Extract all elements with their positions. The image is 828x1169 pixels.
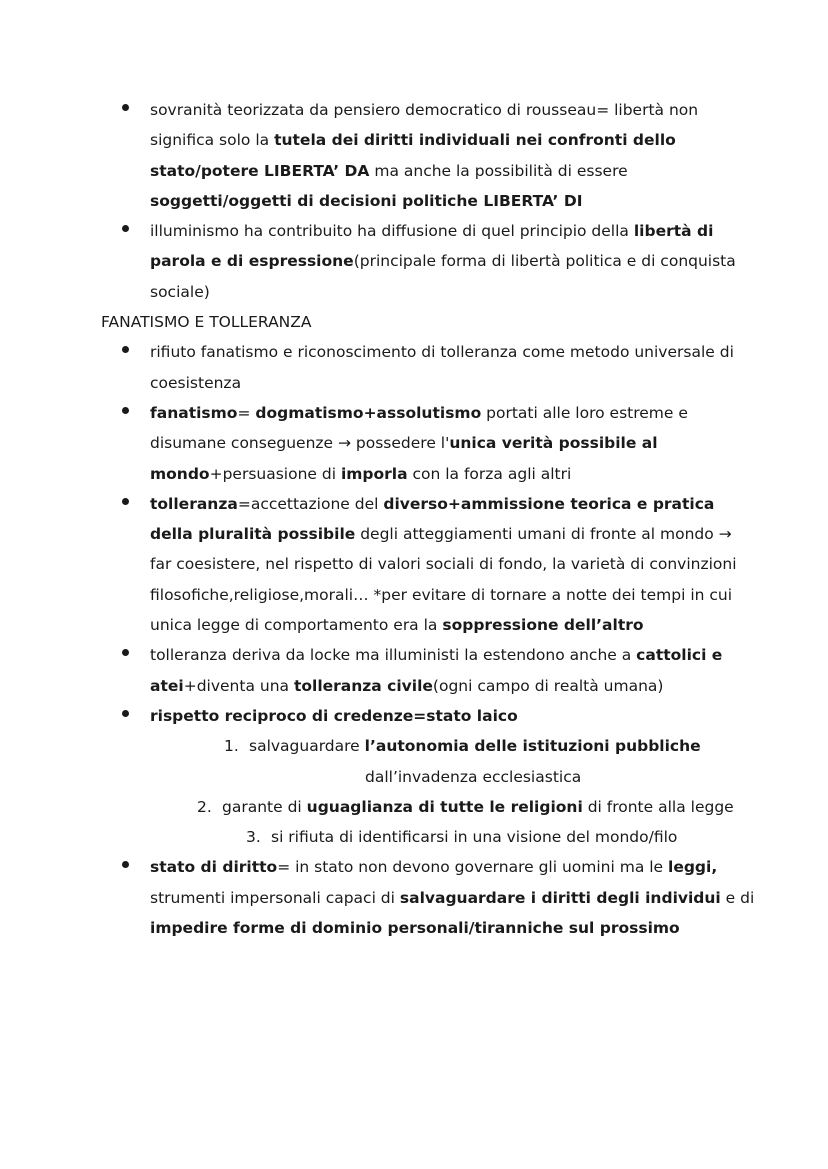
bold-text: soggetti/oggetti di decisioni politiche LIBERTA’ DI (150, 191, 583, 210)
text-line (365, 762, 581, 792)
bold-text: stato/potere LIBERTA’ DA (150, 161, 370, 180)
bullet-dot-icon (122, 710, 129, 717)
bullet-dot-icon (122, 225, 129, 232)
text-run: salvaguardare (249, 737, 365, 756)
text-run: e di (720, 888, 755, 907)
bold-text: della pluralità possibile (150, 525, 356, 544)
text-line (150, 580, 738, 610)
text-line (150, 428, 738, 458)
bold-text: parola e di espressione (150, 252, 354, 271)
text-run: degli atteggiamenti umani di fronte al mondo → (355, 525, 732, 544)
bold-text: fanatismo (150, 403, 238, 422)
text-run: illuminismo ha contribuito ha diffusione di quel principio della (150, 222, 634, 241)
text-run: significa solo la (150, 131, 275, 150)
text-line (150, 640, 738, 670)
text-run: disumane conseguenze → possedere l' (150, 434, 450, 453)
numbered-line (271, 822, 677, 852)
text-run: (ogni campo di realtà umana) (432, 676, 664, 695)
text-line (222, 792, 734, 822)
item-number: 2. (197, 797, 212, 816)
bold-text: cattolici e (636, 646, 723, 665)
numbered-line (249, 731, 701, 761)
bullet-dot-icon (122, 346, 129, 353)
text-run: =accettazione del (237, 494, 384, 513)
text-line (150, 549, 738, 579)
text-line (271, 822, 677, 852)
bullet-list-fanatismo (0, 337, 828, 731)
text-line (150, 671, 738, 701)
text-run: filosofiche,religiose,morali… *per evitare di tornare a notte dei tempi in cui (150, 585, 733, 604)
text-line (150, 459, 738, 489)
bold-text: dogmatismo+assolutismo (255, 403, 482, 422)
bold-text: tolleranza (150, 494, 238, 513)
bold-text: tolleranza civile (293, 676, 433, 695)
text-run: far coesistere, nel rispetto di valori sociali di fondo, la varietà di convinzioni (150, 555, 737, 574)
numbered-list (0, 731, 828, 852)
text-line (150, 398, 738, 428)
text-line (249, 731, 701, 761)
text-run: dall’invadenza ecclesiastica (365, 767, 582, 786)
text-line (150, 701, 738, 731)
bold-text: imporla (340, 464, 408, 483)
bold-text: stato di diritto (150, 858, 278, 877)
text-line (150, 519, 738, 549)
bullet-item (0, 489, 828, 640)
bold-text: l’autonomia delle istituzioni pubbliche (364, 737, 701, 756)
bold-text: leggi, (668, 858, 718, 877)
text-line (150, 368, 738, 398)
bullet-item (0, 95, 828, 216)
text-run: tolleranza deriva da locke ma illuministi la estendono anche a (150, 646, 637, 665)
bullet-item (0, 216, 828, 307)
bold-text: diverso+ammissione teorica e pratica (383, 494, 715, 513)
text-run: portati alle loro estreme e (481, 403, 688, 422)
bold-text: mondo (150, 464, 210, 483)
text-run: di fronte alla legge (582, 797, 734, 816)
text-line (150, 156, 738, 186)
bullet-dot-icon (122, 861, 129, 868)
item-number: 1. (224, 737, 239, 756)
bullet-dot-icon (122, 649, 129, 656)
item-number: 3. (246, 828, 261, 847)
bullet-dot-icon (122, 104, 129, 111)
text-line (150, 246, 738, 276)
text-run: sociale) (150, 282, 210, 301)
bullet-item (0, 640, 828, 701)
text-line (150, 277, 738, 307)
text-run: sovranità teorizzata da pensiero democratico di rousseau= libertà non (150, 101, 699, 119)
text-run: +diventa una (183, 676, 294, 695)
text-run: con la forza agli altri (407, 464, 572, 483)
text-run: coesistenza (150, 373, 242, 392)
bullet-item (0, 337, 828, 398)
bold-text: unica verità possibile al (449, 434, 658, 453)
text-line (150, 610, 738, 640)
bullet-list-liberta (0, 95, 828, 307)
bold-text: soppressione dell’altro (442, 616, 644, 635)
text-line (150, 95, 738, 125)
text-run: = (237, 403, 256, 422)
text-line (150, 489, 738, 519)
numbered-line (365, 762, 581, 792)
text-line (150, 913, 738, 943)
text-run: (principale forma di libertà politica e di conquista (353, 252, 736, 271)
text-run: unica legge di comportamento era la (150, 616, 443, 635)
bullet-dot-icon (122, 407, 129, 414)
bold-text: rispetto reciproco di credenze=stato laico (150, 706, 518, 725)
bullet-item (0, 398, 828, 489)
bold-text: tutela dei diritti individuali nei confronti dello (274, 131, 676, 150)
numbered-line (222, 792, 734, 822)
text-run: rifiuto fanatismo e riconoscimento di tolleranza come metodo universale di (150, 343, 734, 362)
text-run: si rifiuta di identificarsi in una visione del mondo/filo (271, 828, 678, 847)
text-line (150, 883, 755, 913)
bullet-list-stato-diritto (0, 852, 828, 943)
text-run: ma anche la possibilità di essere (369, 161, 628, 180)
text-line (150, 125, 738, 155)
bold-text: impedire forme di dominio personali/tiranniche sul prossimo (150, 919, 680, 938)
bold-text: salvaguardare i diritti degli individui (399, 888, 721, 907)
bullet-item (0, 852, 828, 943)
text-run: +persuasione di (209, 464, 341, 483)
document-body (0, 95, 828, 943)
text-run: = in stato non devono governare gli uomini ma le (277, 858, 669, 877)
text-run: garante di (222, 797, 307, 816)
bold-text: atei (150, 676, 184, 695)
section-heading: FANATISMO E TOLLERANZA (101, 313, 312, 332)
bullet-dot-icon (122, 498, 129, 505)
text-line (150, 852, 738, 882)
bold-text: libertà di (633, 222, 714, 241)
bullet-item (0, 701, 828, 731)
text-line (150, 186, 738, 216)
bold-text: uguaglianza di tutte le religioni (306, 797, 583, 816)
text-line (150, 216, 738, 246)
text-line (150, 337, 738, 367)
text-run: strumenti impersonali capaci di (150, 888, 400, 907)
